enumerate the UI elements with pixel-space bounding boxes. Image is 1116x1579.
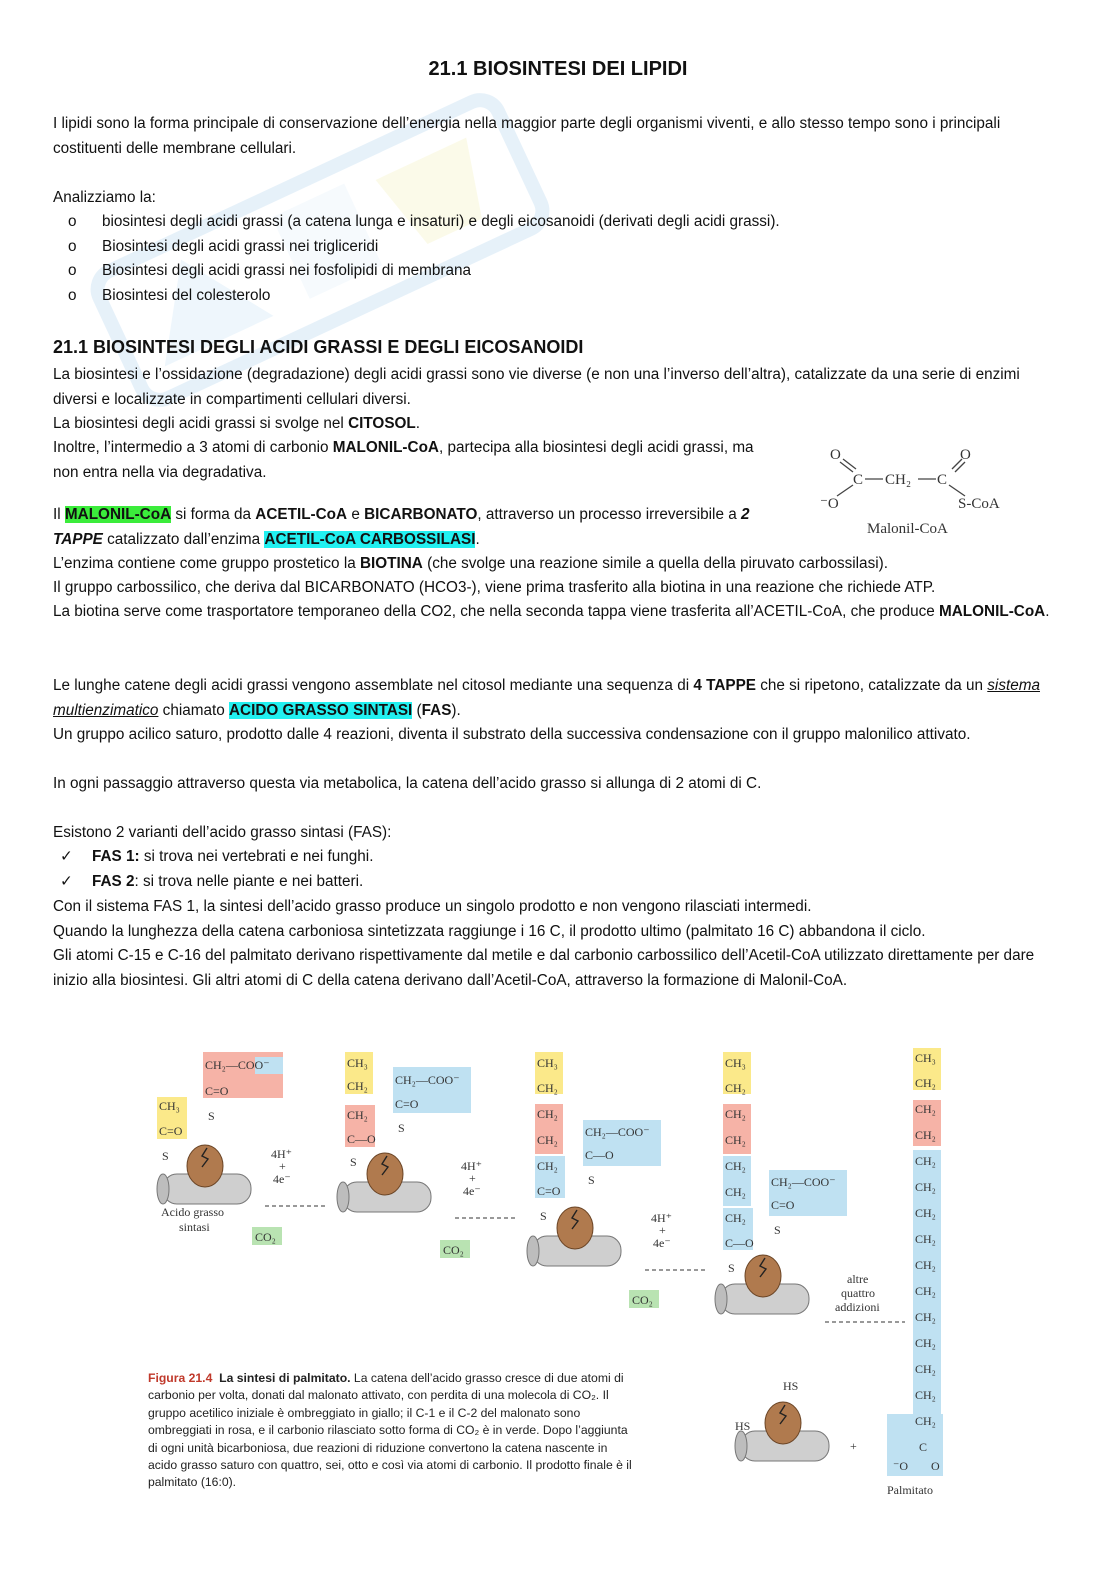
- svg-text:⁻O: ⁻O: [820, 496, 839, 512]
- svg-text:C—O: C—O: [347, 1132, 376, 1146]
- svg-text:O: O: [931, 1459, 940, 1473]
- svg-text:CH₂: CH₂: [725, 1133, 746, 1147]
- svg-text:CH₂: CH₂: [537, 1159, 558, 1173]
- svg-text:CH₃: CH₃: [725, 1056, 746, 1070]
- paragraph-fas1: Con il sistema FAS 1, la sintesi dell’acido grasso produce un singolo prodotto e non vengono rilasciati intermedi.: [53, 898, 812, 915]
- palmitate-chain: [887, 1048, 943, 1497]
- svg-text:CH₂: CH₂: [725, 1211, 746, 1225]
- paragraph-biotin: L’enzima contiene come gruppo prostetico la BIOTINA (che svolge una reazione simile a quella della piruvato carbossilasi).: [53, 555, 888, 572]
- svg-text:CO₂: CO₂: [443, 1243, 464, 1257]
- svg-text:CH₃: CH₃: [159, 1099, 180, 1113]
- svg-text:HS: HS: [783, 1379, 799, 1393]
- svg-text:+: +: [469, 1171, 476, 1185]
- svg-text:4e⁻: 4e⁻: [463, 1184, 481, 1198]
- paragraph-chain-elongation: In ogni passaggio attraverso questa via metabolica, la catena dell’acido grasso si allunga di 2 atomi di C.: [53, 775, 762, 792]
- svg-text:CH₂: CH₂: [915, 1362, 936, 1376]
- hexanoyl-unit: [527, 1052, 661, 1266]
- svg-text:sintasi: sintasi: [179, 1220, 210, 1234]
- svg-text:CH₂: CH₂: [915, 1414, 936, 1428]
- svg-text:CH₂: CH₂: [915, 1284, 936, 1298]
- svg-text:CH₂: CH₂: [915, 1128, 936, 1142]
- svg-text:4e⁻: 4e⁻: [273, 1172, 291, 1186]
- svg-text:+: +: [659, 1223, 666, 1237]
- svg-text:Malonil-CoA: Malonil-CoA: [867, 521, 948, 537]
- svg-text:CH₂: CH₂: [915, 1258, 936, 1272]
- svg-text:4H⁺: 4H⁺: [271, 1147, 292, 1161]
- svg-text:S: S: [540, 1209, 547, 1223]
- svg-text:+: +: [850, 1439, 857, 1453]
- svg-text:CH₂: CH₂: [915, 1076, 936, 1090]
- svg-text:CH₂: CH₂: [725, 1185, 746, 1199]
- paragraph-biotin-carrier: La biotina serve come trasportatore temporaneo della CO2, che nella seconda tappa viene trasferita all’ACETIL-CoA, che produce MALONIL-CoA.: [53, 603, 1050, 620]
- paragraph-carboxyl-group: Il gruppo carbossilico, che deriva dal BICARBONATO (HCO3-), viene prima trasferito alla biotina in una reazione che richiede ATP.: [53, 579, 936, 596]
- paragraph-malonyl-intermediate: Inoltre, l’intermedio a 3 atomi di carbonio MALONIL-CoA, partecipa alla biosintesi degli acidi grassi, ma non entra nella via degradativa.: [53, 439, 754, 481]
- paragraph-acyl-group: Un gruppo acilico saturo, prodotto dalle 4 reazioni, diventa il substrato della successiva condensazione con il gruppo malonilico attivato.: [53, 726, 971, 743]
- figure-caption: Figura 21.4 La sintesi di palmitato. La catena dell’acido grasso cresce di due atomi di carbonio per volta, donati dal malonato attivato, con perdita di una molecola di CO₂. Il gruppo acetilico iniziale è ombreggiato in giallo; il C-1 e il C-2 del malonato sono ombreggiati in rosa, e il carbonio rilasciato sotto forma di CO₂ è in verde. Dopo l’aggiunta di ogni unità bicarboniosa, due reazioni di riduzione convertono la catena nascente in acido grasso saturo con quattro, sei, otto e così via atomi di carbonio. Il prodotto finale è il palmitato (16:0).: [148, 1371, 632, 1490]
- reduction-step-2: [440, 1159, 515, 1258]
- octanoyl-unit: [715, 1052, 847, 1314]
- svg-text:CH₂: CH₂: [915, 1232, 936, 1246]
- paragraph-fas-variants: Esistono 2 varianti dell’acido grasso sintasi (FAS):: [53, 824, 392, 841]
- svg-text:CH₂: CH₂: [885, 472, 912, 488]
- paragraph-citosol: La biosintesi degli acidi grassi si svolge nel CITOSOL.: [53, 415, 421, 432]
- svg-text:S: S: [350, 1155, 357, 1169]
- svg-text:CH₂: CH₂: [537, 1133, 558, 1147]
- svg-text:C—O: C—O: [585, 1148, 614, 1162]
- svg-text:CH₂: CH₂: [725, 1107, 746, 1121]
- svg-text:C=O: C=O: [395, 1097, 419, 1111]
- list-item: ✓ FAS 2: si trova nelle piante e nei batteri.: [60, 872, 364, 890]
- topics-list: [64, 210, 780, 308]
- svg-text:CH₂: CH₂: [915, 1102, 936, 1116]
- svg-text:CH₂—COO⁻: CH₂—COO⁻: [771, 1175, 836, 1189]
- section-heading: 21.1 BIOSINTESI DEGLI ACIDI GRASSI E DEGLI EICOSANOIDI: [53, 337, 584, 357]
- free-enzyme: [735, 1379, 857, 1461]
- svg-text:C=O: C=O: [205, 1084, 229, 1098]
- svg-text:S: S: [208, 1109, 215, 1123]
- svg-text:CH₃: CH₃: [537, 1056, 558, 1070]
- svg-text:O: O: [960, 447, 971, 463]
- svg-text:CH₂—COO⁻: CH₂—COO⁻: [395, 1073, 460, 1087]
- svg-text:CH₂: CH₂: [537, 1107, 558, 1121]
- svg-text:CH₂—COO⁻: CH₂—COO⁻: [585, 1125, 650, 1139]
- svg-text:CH₂: CH₂: [725, 1159, 746, 1173]
- svg-text:CH₃: CH₃: [915, 1051, 936, 1065]
- malonyl-coa-structure: [815, 440, 1015, 540]
- intro-paragraph: I lipidi sono la forma principale di conservazione dell’energia nella maggior parte degli organismi viventi, e allo stesso tempo sono i principali costituenti delle membrane cellulari.: [53, 115, 1001, 157]
- reduction-step-1: [252, 1147, 325, 1245]
- svg-text:⁻O: ⁻O: [893, 1459, 908, 1473]
- list-item: o Biosintesi degli acidi grassi nei fosfolipidi di membrana: [68, 262, 472, 280]
- svg-text:C=O: C=O: [537, 1184, 561, 1198]
- svg-text:CO₂: CO₂: [255, 1230, 276, 1244]
- enzyme-label: Acido grasso: [161, 1205, 224, 1219]
- svg-text:CH₂: CH₂: [915, 1310, 936, 1324]
- paragraph-pathways: La biosintesi e l’ossidazione (degradazione) degli acidi grassi sono vie diverse (e non una l’inverso dell’altra), catalizzate da una serie di enzimi diversi e localizzate in compartimenti cellulari diversi.: [53, 366, 1020, 408]
- butyryl-unit: [337, 1052, 471, 1212]
- svg-text:CH₂: CH₂: [915, 1388, 936, 1402]
- svg-text:C—O: C—O: [725, 1236, 754, 1250]
- svg-text:CH₂: CH₂: [915, 1154, 936, 1168]
- paragraph-malonyl-formation: Il MALONIL-CoA si forma da ACETIL-CoA e BICARBONATO, attraverso un processo irreversibile a 2 TAPPE catalizzato dall’enzima ACETIL-CoA CARBOSSILASI.: [53, 506, 750, 548]
- svg-text:quattro: quattro: [841, 1286, 875, 1300]
- svg-text:S-CoA: S-CoA: [958, 496, 1000, 512]
- svg-text:CH₃: CH₃: [347, 1056, 368, 1070]
- svg-text:CH₂: CH₂: [537, 1081, 558, 1095]
- list-item: o Biosintesi degli acidi grassi nei trigliceridi: [68, 237, 379, 255]
- svg-text:CH₂: CH₂: [347, 1079, 368, 1093]
- svg-text:4e⁻: 4e⁻: [653, 1236, 671, 1250]
- page-title: 21.1 BIOSINTESI DEI LIPIDI: [428, 58, 688, 80]
- list-item: ✓ FAS 1: si trova nei vertebrati e nei funghi.: [60, 848, 374, 865]
- svg-text:+: +: [279, 1159, 286, 1173]
- list-item: o Biosintesi del colesterolo: [68, 286, 271, 304]
- svg-text:CH₂: CH₂: [915, 1336, 936, 1350]
- svg-text:C: C: [919, 1440, 928, 1454]
- svg-text:altre: altre: [847, 1272, 869, 1286]
- paragraph-chain-length: Quando la lunghezza della catena carboniosa sintetizzata raggiunge i 16 C, il prodotto ultimo (palmitato 16 C) abbandona il ciclo.: [53, 923, 926, 940]
- svg-text:CH₂: CH₂: [915, 1180, 936, 1194]
- svg-text:C=O: C=O: [771, 1198, 795, 1212]
- svg-text:S: S: [728, 1261, 735, 1275]
- svg-text:CH₂—COO⁻: CH₂—COO⁻: [205, 1058, 270, 1072]
- paragraph-palmitate-origin: Gli atomi C-15 e C-16 del palmitato derivano rispettivamente dal metile e dal carbonio carbossilico dell’Acetil-CoA utilizzato direttamente per dare inizio alla biosintesi. Gli altri atomi di C della catena derivano dall’Acetil-CoA, attraverso la formazione di Malonil-CoA.: [53, 947, 1035, 989]
- svg-text:S: S: [398, 1121, 405, 1135]
- svg-text:addizioni: addizioni: [835, 1300, 880, 1314]
- svg-text:C: C: [853, 472, 864, 488]
- svg-text:Palmitato: Palmitato: [887, 1483, 933, 1497]
- svg-text:S: S: [588, 1173, 595, 1187]
- svg-text:4H⁺: 4H⁺: [461, 1159, 482, 1173]
- paragraph-fas: Le lunghe catene degli acidi grassi vengono assemblate nel citosol mediante una sequenza di 4 TAPPE che si ripetono, catalizzate da un sistema multienzimatico chiamato ACIDO GRASSO SINTASI (FAS).: [53, 677, 1040, 719]
- more-additions: [825, 1272, 905, 1322]
- fas-variants-list: [56, 845, 373, 894]
- svg-text:C: C: [937, 472, 948, 488]
- svg-text:CH₂: CH₂: [915, 1206, 936, 1220]
- svg-text:4H⁺: 4H⁺: [651, 1211, 672, 1225]
- svg-text:S: S: [774, 1223, 781, 1237]
- svg-text:CH₂: CH₂: [725, 1081, 746, 1095]
- svg-text:CH₂: CH₂: [347, 1108, 368, 1122]
- reduction-step-3: [629, 1211, 705, 1308]
- acetyl-unit: [157, 1052, 283, 1234]
- list-item: o biosintesi degli acidi grassi (a catena lunga e insaturi) e degli eicosanoidi (derivati degli acidi grassi).: [68, 213, 780, 230]
- svg-text:C=O: C=O: [159, 1124, 183, 1138]
- svg-text:O: O: [830, 447, 841, 463]
- analizziamo-label: Analizziamo la:: [53, 189, 156, 206]
- svg-text:S: S: [162, 1149, 169, 1163]
- svg-text:HS: HS: [735, 1419, 751, 1433]
- svg-text:CO₂: CO₂: [632, 1293, 653, 1307]
